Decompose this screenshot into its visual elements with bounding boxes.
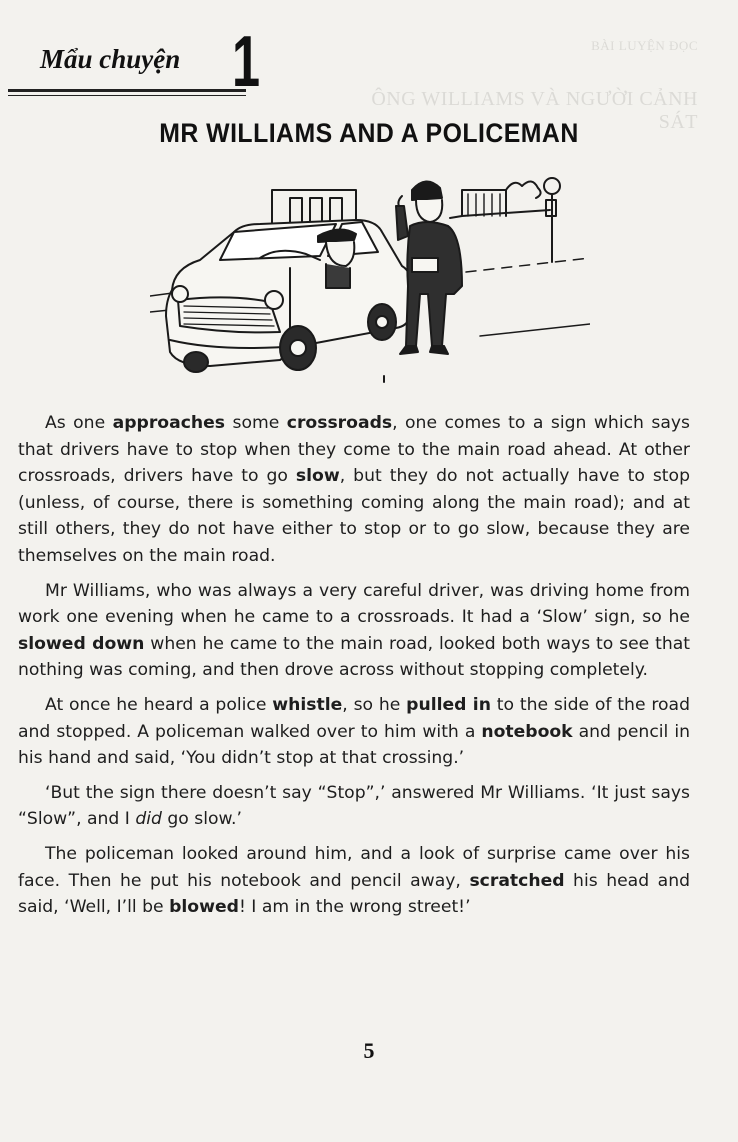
paragraph: Mr Williams, who was always a very careful driver, was driving home from work one evening when he came to a crossroads. It had a ‘Slow’ sign, so he slowed down when he came to the main road, looked both ways to see that nothing was coming, and then drove across without stopping completely. <box>18 580 691 681</box>
vocabulary-term: notebook <box>481 721 573 742</box>
bleed-through-text: BÀI LUYỆN ĐỌC <box>591 38 698 53</box>
paragraph: As one approaches some crossroads, one comes to a sign which says that drivers have to stop when they come to the main road ahead. At other crossroads, drivers have to go slow, but they do not actually have to stop (unless, of course, there is something coming along the main road); and at still others, they do not have either to stop or to go slow, because they are themselves on the main road. <box>18 413 691 566</box>
vocabulary-term: blowed <box>169 897 239 918</box>
bleed-through-text: ÔNG WILLIAMS VÀ NGƯỜI CẢNH SÁT <box>371 88 698 133</box>
vocabulary-term: whistle <box>272 694 343 715</box>
paragraph: At once he heard a police whistle, so he pulled in to the side of the road and stopped. A policeman walked over to him with a notebook and pencil in his hand and said, ‘You didn’t stop at that crossing.’ <box>18 694 690 769</box>
vocabulary-term: pulled in <box>406 694 491 715</box>
illustration-policeman-and-car <box>150 176 590 388</box>
vocabulary-term: crossroads <box>286 413 393 433</box>
paragraph: ‘But the sign there doesn’t say “Stop”,’ answered Mr Williams. ‘It just says “Slow”, and I did go slow.’ <box>18 782 690 830</box>
chapter-label: Mẩu chuyện <box>40 44 181 74</box>
notebook <box>412 258 438 272</box>
road-sign <box>544 178 560 194</box>
page-number: 5 <box>363 1038 375 1063</box>
paragraph: The policeman looked around him, and a look of surprise came over his face. Then he put his notebook and pencil away, scratched his head and said, ‘Well, I’ll be blowed! I am in the wrong street!’ <box>18 843 690 918</box>
vocabulary-term: approaches <box>112 413 226 433</box>
background-tree <box>506 181 541 198</box>
vocabulary-term: slow <box>295 466 340 487</box>
background-building <box>272 190 356 224</box>
story-title: MR WILLIAMS AND A POLICEMAN <box>159 118 579 148</box>
story-text <box>18 410 690 929</box>
vocabulary-term: slowed down <box>18 633 145 654</box>
chapter-underline <box>8 89 246 92</box>
vocabulary-term: scratched <box>469 870 565 891</box>
chapter-underline-thin <box>8 95 246 96</box>
chapter-number: 1 <box>232 22 261 102</box>
emphasis-text: did <box>135 809 162 830</box>
